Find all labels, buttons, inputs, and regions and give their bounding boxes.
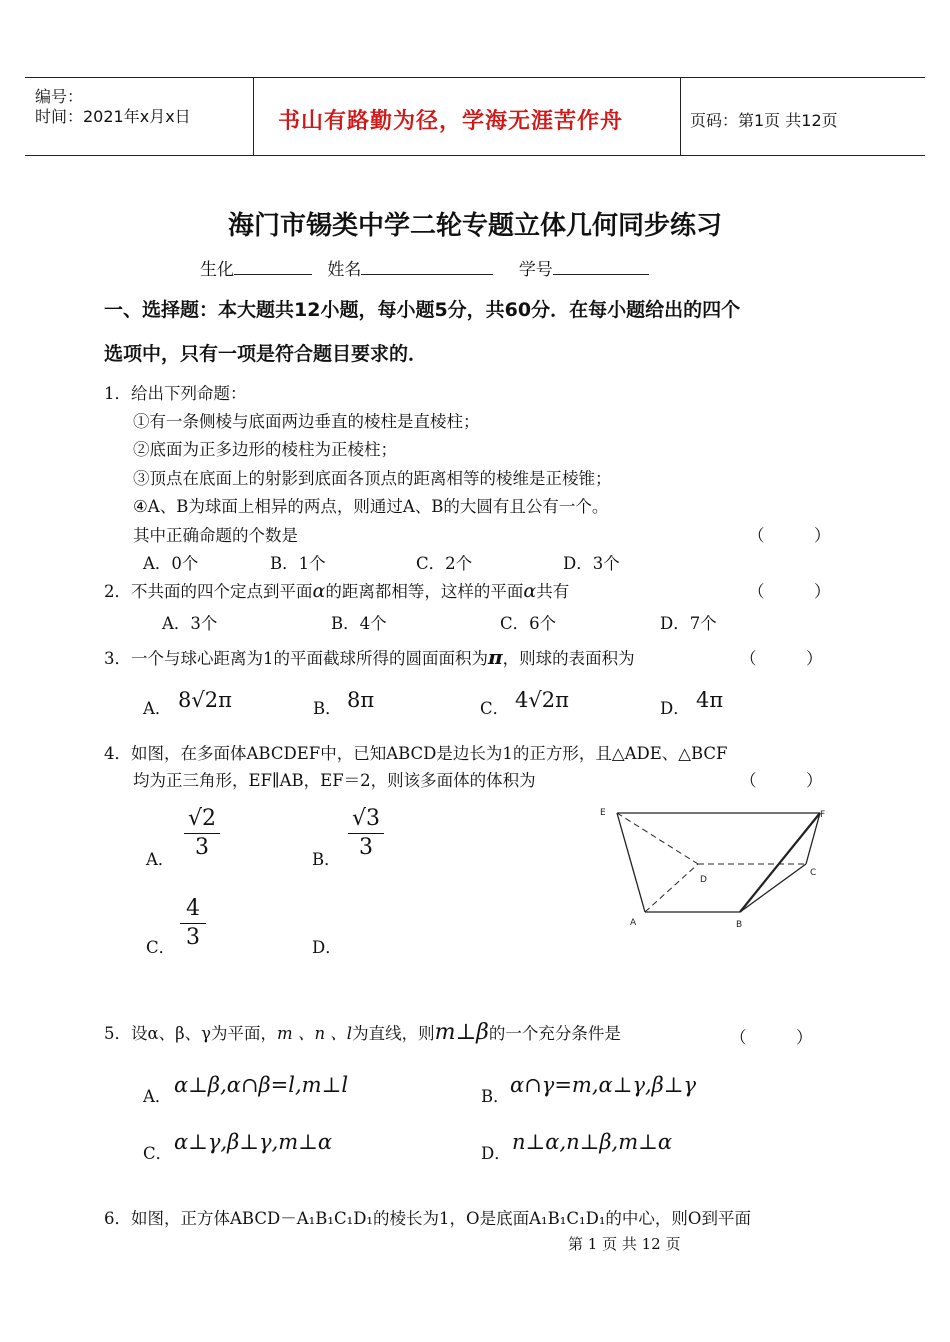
fraction-bar: [348, 833, 384, 834]
q5-condition: m⊥β: [434, 1020, 489, 1045]
q5-answer-bracket[interactable]: （ ）: [730, 1028, 813, 1047]
header-time-label: 时间：2021年x月x日: [35, 107, 191, 126]
fraction-bar: [184, 833, 220, 834]
q4-line1: 4．如图，在多面体ABCDEF中，已知ABCD是边长为1的正方形，且△ADE、△BCF: [104, 744, 728, 763]
q1-statement-1: ①有一条侧棱与底面两边垂直的棱柱是直棱柱；: [133, 412, 480, 431]
q4-option-c-denominator: 3: [186, 925, 200, 950]
class-blank[interactable]: [234, 258, 312, 275]
q3-option-b-value: 8π: [347, 688, 375, 712]
q3-stem-b: ，则球的表面积为: [502, 649, 635, 668]
class-label: 生化: [200, 260, 234, 280]
section1-line2: 选项中，只有一项是符合题目要求的．: [104, 343, 428, 365]
name-label: 姓名: [327, 260, 362, 280]
name-blank[interactable]: [361, 258, 493, 275]
header-divider-left: [253, 78, 254, 155]
id-blank[interactable]: [553, 258, 649, 275]
q5-option-c-value: α⊥γ,β⊥γ,m⊥α: [174, 1130, 333, 1154]
label-f: F: [820, 810, 826, 820]
header-page-info: 页码：第1页 共12页: [690, 111, 838, 130]
q3-pi: π: [488, 645, 503, 669]
q3-answer-bracket[interactable]: （ ）: [740, 649, 823, 668]
q2-stem: [104, 578, 569, 602]
label-c: C: [810, 868, 817, 878]
q2-alpha-1: α: [312, 580, 326, 602]
q2-alpha-2: α: [523, 580, 537, 602]
q5-stem: [104, 1020, 621, 1045]
q4-option-b-fraction: [348, 806, 384, 861]
q4-option-b-denominator: 3: [359, 835, 373, 860]
q2-stem-b: 的距离都相等，这样的平面: [325, 582, 524, 601]
q2-option-b[interactable]: B．4个: [331, 614, 387, 633]
page-footer: 第 1 页 共 12 页: [568, 1235, 681, 1253]
q1-statement-4: ④A、B为球面上相异的两点，则通过A、B的大圆有且公有一个。: [133, 497, 609, 516]
id-label: 学号: [518, 260, 553, 280]
q5-option-c-label[interactable]: C．: [143, 1144, 173, 1163]
header-number-label: 编号：: [35, 87, 84, 106]
q2-stem-c: 共有: [536, 582, 570, 601]
q3-option-c-value: 4√2π: [515, 688, 569, 712]
q4-option-a-fraction: [184, 806, 220, 861]
q3-option-c-label[interactable]: C．: [480, 699, 510, 718]
label-d: D: [700, 875, 707, 885]
q2-stem-a: 2．不共面的四个定点到平面: [104, 582, 313, 601]
q1-option-d[interactable]: D．3个: [563, 554, 620, 573]
q3-option-d-value: 4π: [696, 688, 724, 712]
q4-option-c-fraction: [180, 896, 206, 951]
q3-stem-a: 3．一个与球心距离为1的平面截球所得的圆面面积为: [104, 649, 488, 668]
header-bottom-rule: [25, 155, 925, 156]
q5-vars: m 、n 、l: [277, 1024, 353, 1043]
q5-stem-a: 5．设α、β、γ为平面，: [104, 1024, 278, 1043]
q1-option-a[interactable]: A．0个: [143, 554, 199, 573]
header-divider-right: [680, 78, 681, 155]
q4-option-b-numerator: √3: [351, 806, 380, 831]
q4-option-a-numerator: √2: [187, 806, 216, 831]
q1-option-c[interactable]: C．2个: [416, 554, 473, 573]
q3-option-a-value: 8√2π: [178, 688, 232, 712]
q4-option-a-label[interactable]: A．: [146, 850, 175, 869]
q5-option-d-label[interactable]: D．: [481, 1144, 511, 1163]
q3-option-a-label[interactable]: A．: [143, 699, 172, 718]
q1-stem: 1．给出下列命题：: [104, 384, 247, 403]
q2-option-a[interactable]: A．3个: [162, 614, 218, 633]
q2-option-c[interactable]: C．6个: [500, 614, 557, 633]
q5-option-d-value: n⊥α,n⊥β,m⊥α: [512, 1130, 673, 1154]
q4-line2: 均为正三角形，EF∥AB，EF＝2，则该多面体的体积为: [133, 771, 536, 790]
q1-statement-3: ③顶点在底面上的射影到底面各顶点的距离相等的棱维是正棱锥；: [133, 469, 612, 488]
page-title: 海门市锡类中学二轮专题立体几何同步练习: [227, 211, 722, 241]
q4-option-a-denominator: 3: [195, 835, 209, 860]
header-top-rule: [25, 77, 925, 78]
q3-option-d-label[interactable]: D．: [660, 699, 690, 718]
q1-option-b[interactable]: B．1个: [270, 554, 326, 573]
q5-option-b-label[interactable]: B．: [481, 1087, 510, 1106]
q4-option-d-label[interactable]: D．: [312, 938, 342, 957]
q1-statement-2: ②底面为正多边形的棱柱为正棱柱；: [133, 440, 397, 459]
q1-answer-bracket[interactable]: （ ）: [748, 526, 831, 545]
q4-option-c-label[interactable]: C．: [146, 938, 176, 957]
header-motto: 书山有路勤为径，学海无涯苦作舟: [278, 108, 624, 134]
q5-stem-c: 的一个充分条件是: [488, 1024, 621, 1043]
q5-stem-b: 为直线，则: [352, 1024, 435, 1043]
q4-option-b-label[interactable]: B．: [312, 850, 341, 869]
q4-answer-bracket[interactable]: （ ）: [740, 771, 823, 790]
label-a: A: [630, 918, 637, 928]
q3-option-b-label[interactable]: B．: [313, 699, 342, 718]
q5-option-a-value: α⊥β,α∩β=l,m⊥l: [174, 1073, 349, 1097]
edge-ad: [645, 864, 698, 912]
q3-stem: [104, 645, 635, 669]
label-e: E: [600, 808, 606, 818]
q5-option-a-label[interactable]: A．: [143, 1087, 172, 1106]
q1-ask: 其中正确命题的个数是: [133, 526, 298, 545]
fraction-bar: [180, 923, 206, 924]
q6-line1: 6．如图，正方体ABCD－A₁B₁C₁D₁的棱长为1，O是底面A₁B₁C₁D₁的中心，则O到平面: [104, 1209, 751, 1228]
student-fields: [200, 255, 649, 280]
label-b: B: [736, 920, 743, 930]
section1-line1: 一、选择题：本大题共12小题，每小题5分，共60分．在每小题给出的四个: [104, 299, 741, 321]
q2-answer-bracket[interactable]: （ ）: [748, 582, 831, 601]
q2-option-d[interactable]: D．7个: [660, 614, 717, 633]
q5-option-b-value: α∩γ=m,α⊥γ,β⊥γ: [510, 1073, 697, 1097]
q4-option-c-numerator: 4: [186, 896, 200, 921]
edge-fb: [740, 813, 820, 912]
edge-ea: [617, 813, 645, 912]
q4-polyhedron-figure: [590, 800, 840, 935]
